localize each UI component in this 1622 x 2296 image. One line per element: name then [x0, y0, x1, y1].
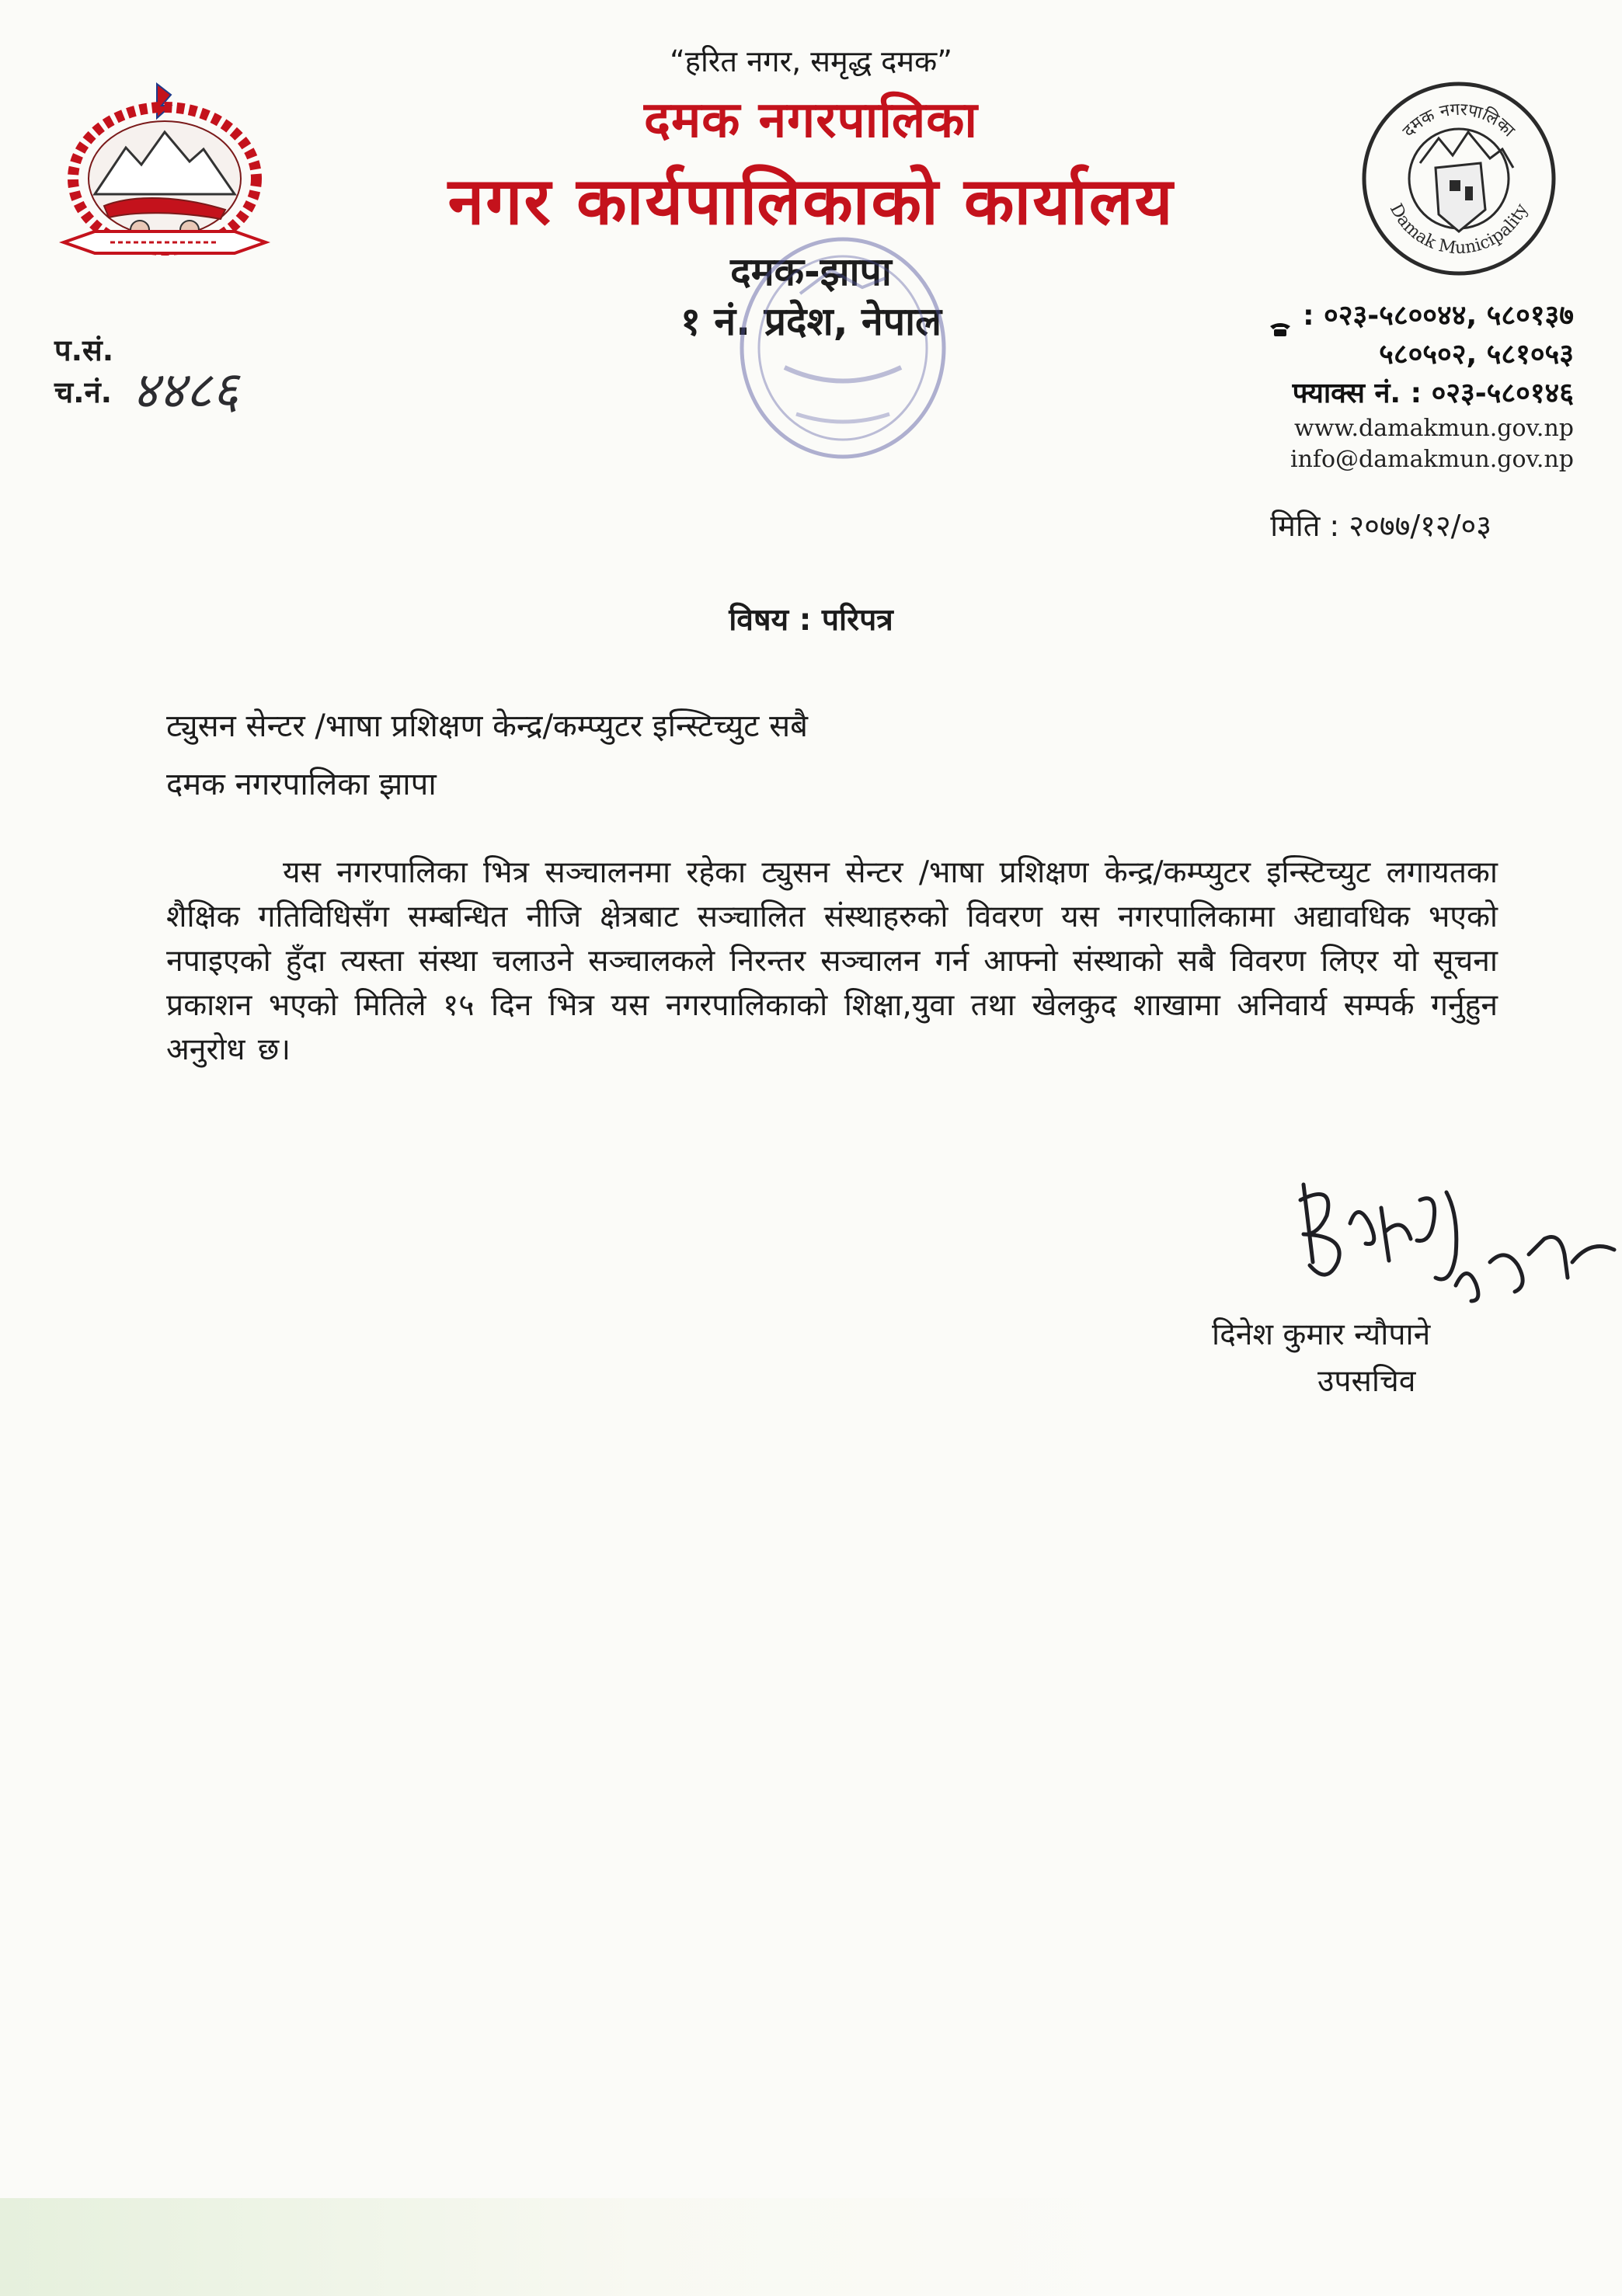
- website-link[interactable]: www.damakmun.gov.np: [1294, 415, 1574, 442]
- office-name: नगर कार्यपालिकाको कार्यालय: [447, 163, 1175, 239]
- recipient-line-1: ट्युसन सेन्टर /भाषा प्रशिक्षण केन्द्र/कम्प्युटर इन्स्टिच्युट सबै: [166, 708, 809, 744]
- phone-line-2: ५८०५०२, ५८१०५३: [1379, 339, 1574, 370]
- recipient-line-2: दमक नगरपालिका झापा: [166, 767, 437, 802]
- fax-line: फ्याक्स नं. : ०२३-५८०१४६: [1292, 377, 1574, 409]
- office-stamp-icon: [730, 231, 955, 464]
- signatory-name: दिनेश कुमार न्यौपाने: [1212, 1317, 1431, 1352]
- letter-date: मिति : २०७७/१२/०३: [1270, 509, 1491, 543]
- reference-chn-label: च.नं.: [54, 375, 113, 409]
- email-link[interactable]: info@damakmun.gov.np: [1290, 446, 1574, 473]
- reference-ps-label: प.सं.: [54, 333, 114, 367]
- location-province: १ नं. प्रदेश, नेपाल: [680, 299, 942, 344]
- telephone-icon: [1269, 309, 1292, 325]
- damak-municipality-seal: [1358, 78, 1560, 280]
- scan-edge-shading: [0, 2198, 1622, 2296]
- seal-text-bottom: Damak Municipality: [1385, 200, 1533, 259]
- slogan: “हरित नगर, समृद्ध दमक”: [670, 44, 952, 78]
- seal-text-top: दमक नगरपालिका: [1399, 99, 1519, 141]
- reference-chn-number: ४४८६: [132, 360, 239, 420]
- phone-line-1: : ०२३-५८००४४, ५८०१३७: [1269, 297, 1574, 336]
- organization-name: दमक नगरपालिका: [643, 92, 979, 149]
- location-district: दमक-झापा: [730, 249, 892, 294]
- letter-subject: विषय : परिपत्र: [729, 603, 893, 638]
- signatory-title: उपसचिव: [1317, 1364, 1416, 1399]
- contact-block: [1269, 297, 1574, 475]
- letter-body: यस नगरपालिका भित्र सञ्चालनमा रहेका ट्युसन सेन्टर /भाषा प्रशिक्षण केन्द्र/कम्प्युटर इन्स्टिच्युट लगायतका शैक्षिक गतिविधिसँग सम्बन्धित नीजि क्षेत्रबाट सञ्चालित संस्थाहरुको विवरण यस नगरपालिकामा अद्यावधिक भएको नपाइएको हुँदा त्यस्ता संस्था चलाउने सञ्चालकले निरन्तर सञ्चालन गर्न आफ्नो संस्थाको सबै विवरण लिएर यो सूचना प्रकाशन भएको मितिले १५ दिन भित्र यस नगरपालिकाको शिक्षा,युवा तथा खेलकुद शाखामा अनिवार्य सम्पर्क गर्नुहुन अनुरोध छ।: [166, 855, 1498, 1067]
